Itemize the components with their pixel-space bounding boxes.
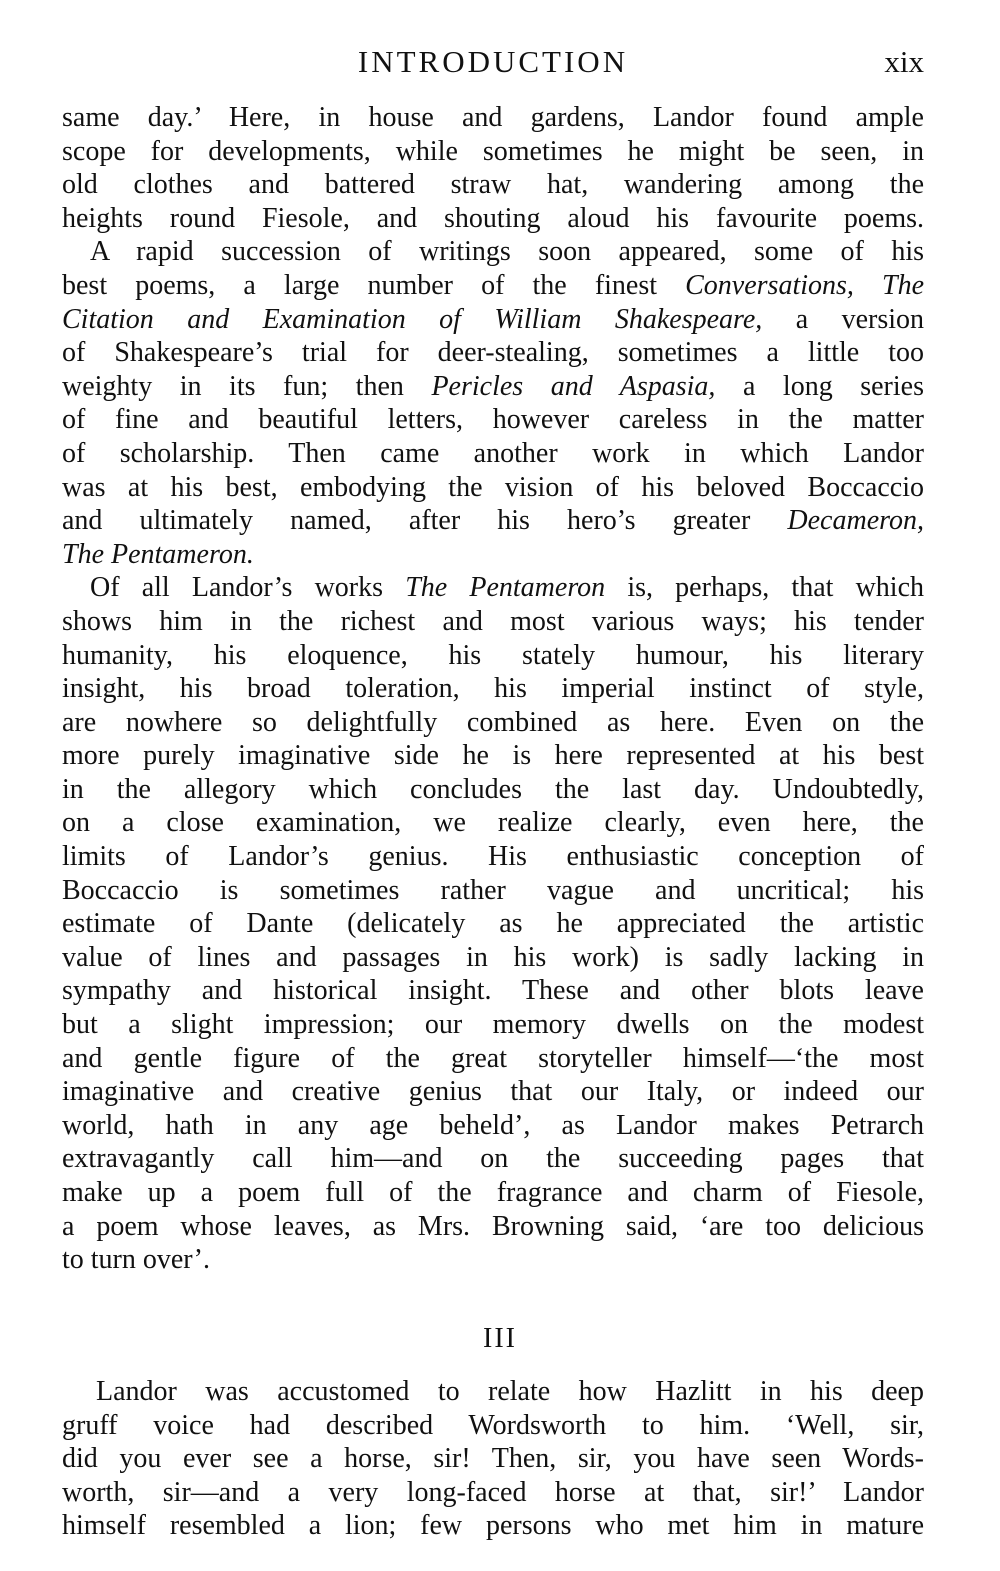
text-run: Of all Landor’s works <box>90 572 406 604</box>
text-line: A rapid succession of writings soon appeared, some of his <box>90 236 924 268</box>
running-head <box>62 40 924 84</box>
page-number: xix <box>884 44 924 79</box>
text-line <box>62 538 924 572</box>
text-line: himself resembled a lion; few persons who met him in mature <box>62 1510 924 1542</box>
text-line <box>62 269 924 303</box>
text-line: Boccaccio is sometimes rather vague and uncritical; his <box>62 874 924 906</box>
text-line: of fine and beautiful letters, however careless in the matter <box>62 404 924 436</box>
text-line: same day.’ Here, in house and gardens, Landor found ample <box>62 102 924 133</box>
text-run: a long series <box>715 370 924 402</box>
text-line: extravagantly call him—and on the succeeding pages that <box>62 1143 924 1175</box>
title-italic: Decameron, <box>787 505 924 537</box>
title-italic: The Pentameron. <box>62 538 254 570</box>
text-line <box>62 303 924 337</box>
text-line: shows him in the richest and most various ways; his tender <box>62 605 924 637</box>
text-line: more purely imaginative side he is here represented at his best <box>62 740 924 772</box>
text-line: make up a poem full of the fragrance and charm of Fiesole, <box>62 1177 924 1208</box>
text-line: estimate of Dante (delicately as he appreciated the artistic <box>62 908 924 940</box>
section-heading: III <box>483 1323 517 1354</box>
text-line: scope for developments, while sometimes he might be seen, in <box>62 135 924 167</box>
text-line: heights round Fiesole, and shouting aloud his favourite poems. <box>62 202 924 234</box>
body-text <box>62 1375 924 1543</box>
text-line: are nowhere so delightfully combined as here. Even on the <box>62 706 924 738</box>
text-run: best poems, a large number of the finest <box>62 269 686 301</box>
text-run: is, perhaps, that which <box>605 572 924 604</box>
title-italic: Pericles and Aspasia, <box>431 370 716 402</box>
title-italic: The Pentameron <box>405 572 606 604</box>
text-line: gruff voice had described Wordsworth to him. ‘Well, sir, <box>62 1409 924 1441</box>
text-line: to turn over’. <box>62 1244 210 1276</box>
text-line: of Shakespeare’s trial for deer-stealing, sometimes a little too <box>62 337 924 369</box>
text-line: value of lines and passages in his work) is sadly lacking in <box>62 941 924 973</box>
text-line: on a close examination, we realize clearly, even here, the <box>62 807 924 839</box>
text-run: a version <box>762 303 924 335</box>
text-run: and ultimately named, after his hero’s greater <box>62 505 788 537</box>
text-line: imaginative and creative genius that our Italy, or indeed our <box>62 1076 924 1108</box>
text-run: weighty in its fun; then <box>62 370 432 402</box>
text-line: a poem whose leaves, as Mrs. Browning said, ‘are too delicious <box>62 1210 924 1242</box>
text-line: and gentle figure of the great storyteller himself—‘the most <box>62 1042 924 1074</box>
text-line <box>62 504 924 538</box>
text-line: old clothes and battered straw hat, wandering among the <box>62 169 924 201</box>
text-line: worth, sir—and a very long-faced horse at that, sir!’ Landor <box>62 1476 924 1508</box>
text-line: in the allegory which concludes the last day. Undoubtedly, <box>62 773 924 805</box>
running-title: INTRODUCTION <box>357 44 629 79</box>
text-line: did you ever see a horse, sir! Then, sir, you have seen Words- <box>62 1443 924 1475</box>
title-italic: Conversations, The <box>685 269 924 301</box>
text-line: sympathy and historical insight. These and other blots leave <box>62 975 924 1007</box>
text-line: but a slight impression; our memory dwells on the modest <box>62 1009 924 1041</box>
text-line: Landor was accustomed to relate how Hazlitt in his deep <box>96 1376 924 1407</box>
text-line: insight, his broad toleration, his imperial instinct of style, <box>62 673 924 705</box>
title-italic: Citation and Examination of William Shakespeare, <box>62 303 763 335</box>
text-line: was at his best, embodying the vision of his beloved Boccaccio <box>62 471 924 503</box>
text-line: humanity, his eloquence, his stately humour, his literary <box>62 639 924 671</box>
text-line: limits of Landor’s genius. His enthusiastic conception of <box>62 841 924 873</box>
text-line: world, hath in any age beheld’, as Landor makes Petrarch <box>62 1109 924 1141</box>
text-line <box>62 370 924 404</box>
body-text <box>62 101 924 1277</box>
text-line <box>62 571 924 605</box>
text-line: of scholarship. Then came another work in which Landor <box>62 437 924 469</box>
